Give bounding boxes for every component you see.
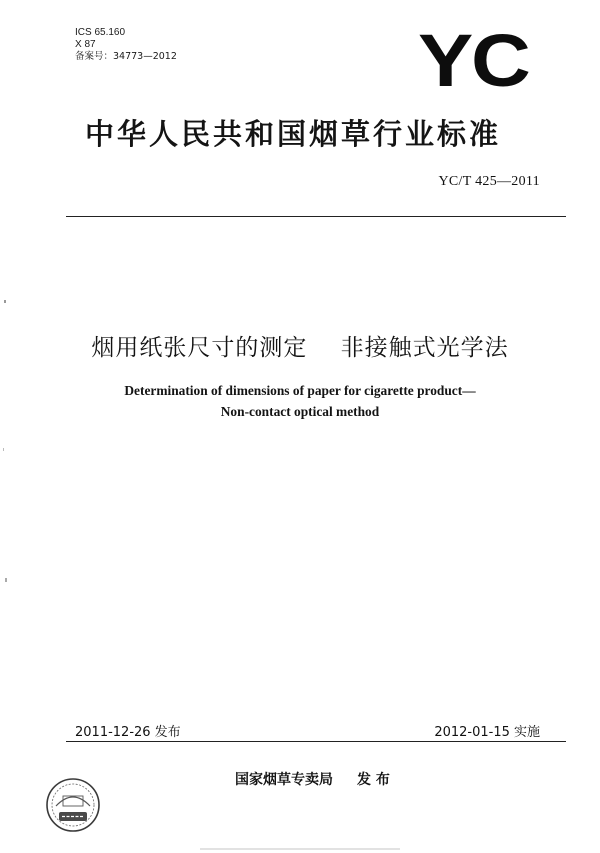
- standard-number: YC/T 425—2011: [438, 174, 540, 189]
- document-title-english: [0, 380, 600, 422]
- english-title-line-2: Non-contact optical method: [220, 404, 380, 419]
- document-title-chinese: 烟用纸张尺寸的测定 非接触式光学法: [91, 335, 509, 361]
- standard-category-title: 中华人民共和国烟草行业标准: [85, 117, 502, 151]
- classification-block: [75, 27, 177, 63]
- official-seal-icon: [44, 776, 102, 834]
- publish-action: 发 布: [357, 772, 390, 788]
- top-divider: [66, 216, 566, 217]
- registration-number: 备案号：34773—2012: [75, 51, 177, 62]
- bottom-divider: [66, 741, 566, 742]
- publisher-line: [235, 769, 390, 789]
- ics-code: ICS 65.160: [75, 27, 126, 38]
- implementation-date: 2012-01-15 实施: [434, 725, 540, 740]
- issue-date: 2011-12-26 发布: [75, 725, 181, 740]
- publisher-name: 国家烟草专卖局: [235, 772, 333, 788]
- yc-logo: YC: [418, 19, 529, 102]
- ccs-code: X 87: [75, 39, 96, 50]
- english-title-line-1: Determination of dimensions of paper for cigarette product—: [124, 383, 476, 398]
